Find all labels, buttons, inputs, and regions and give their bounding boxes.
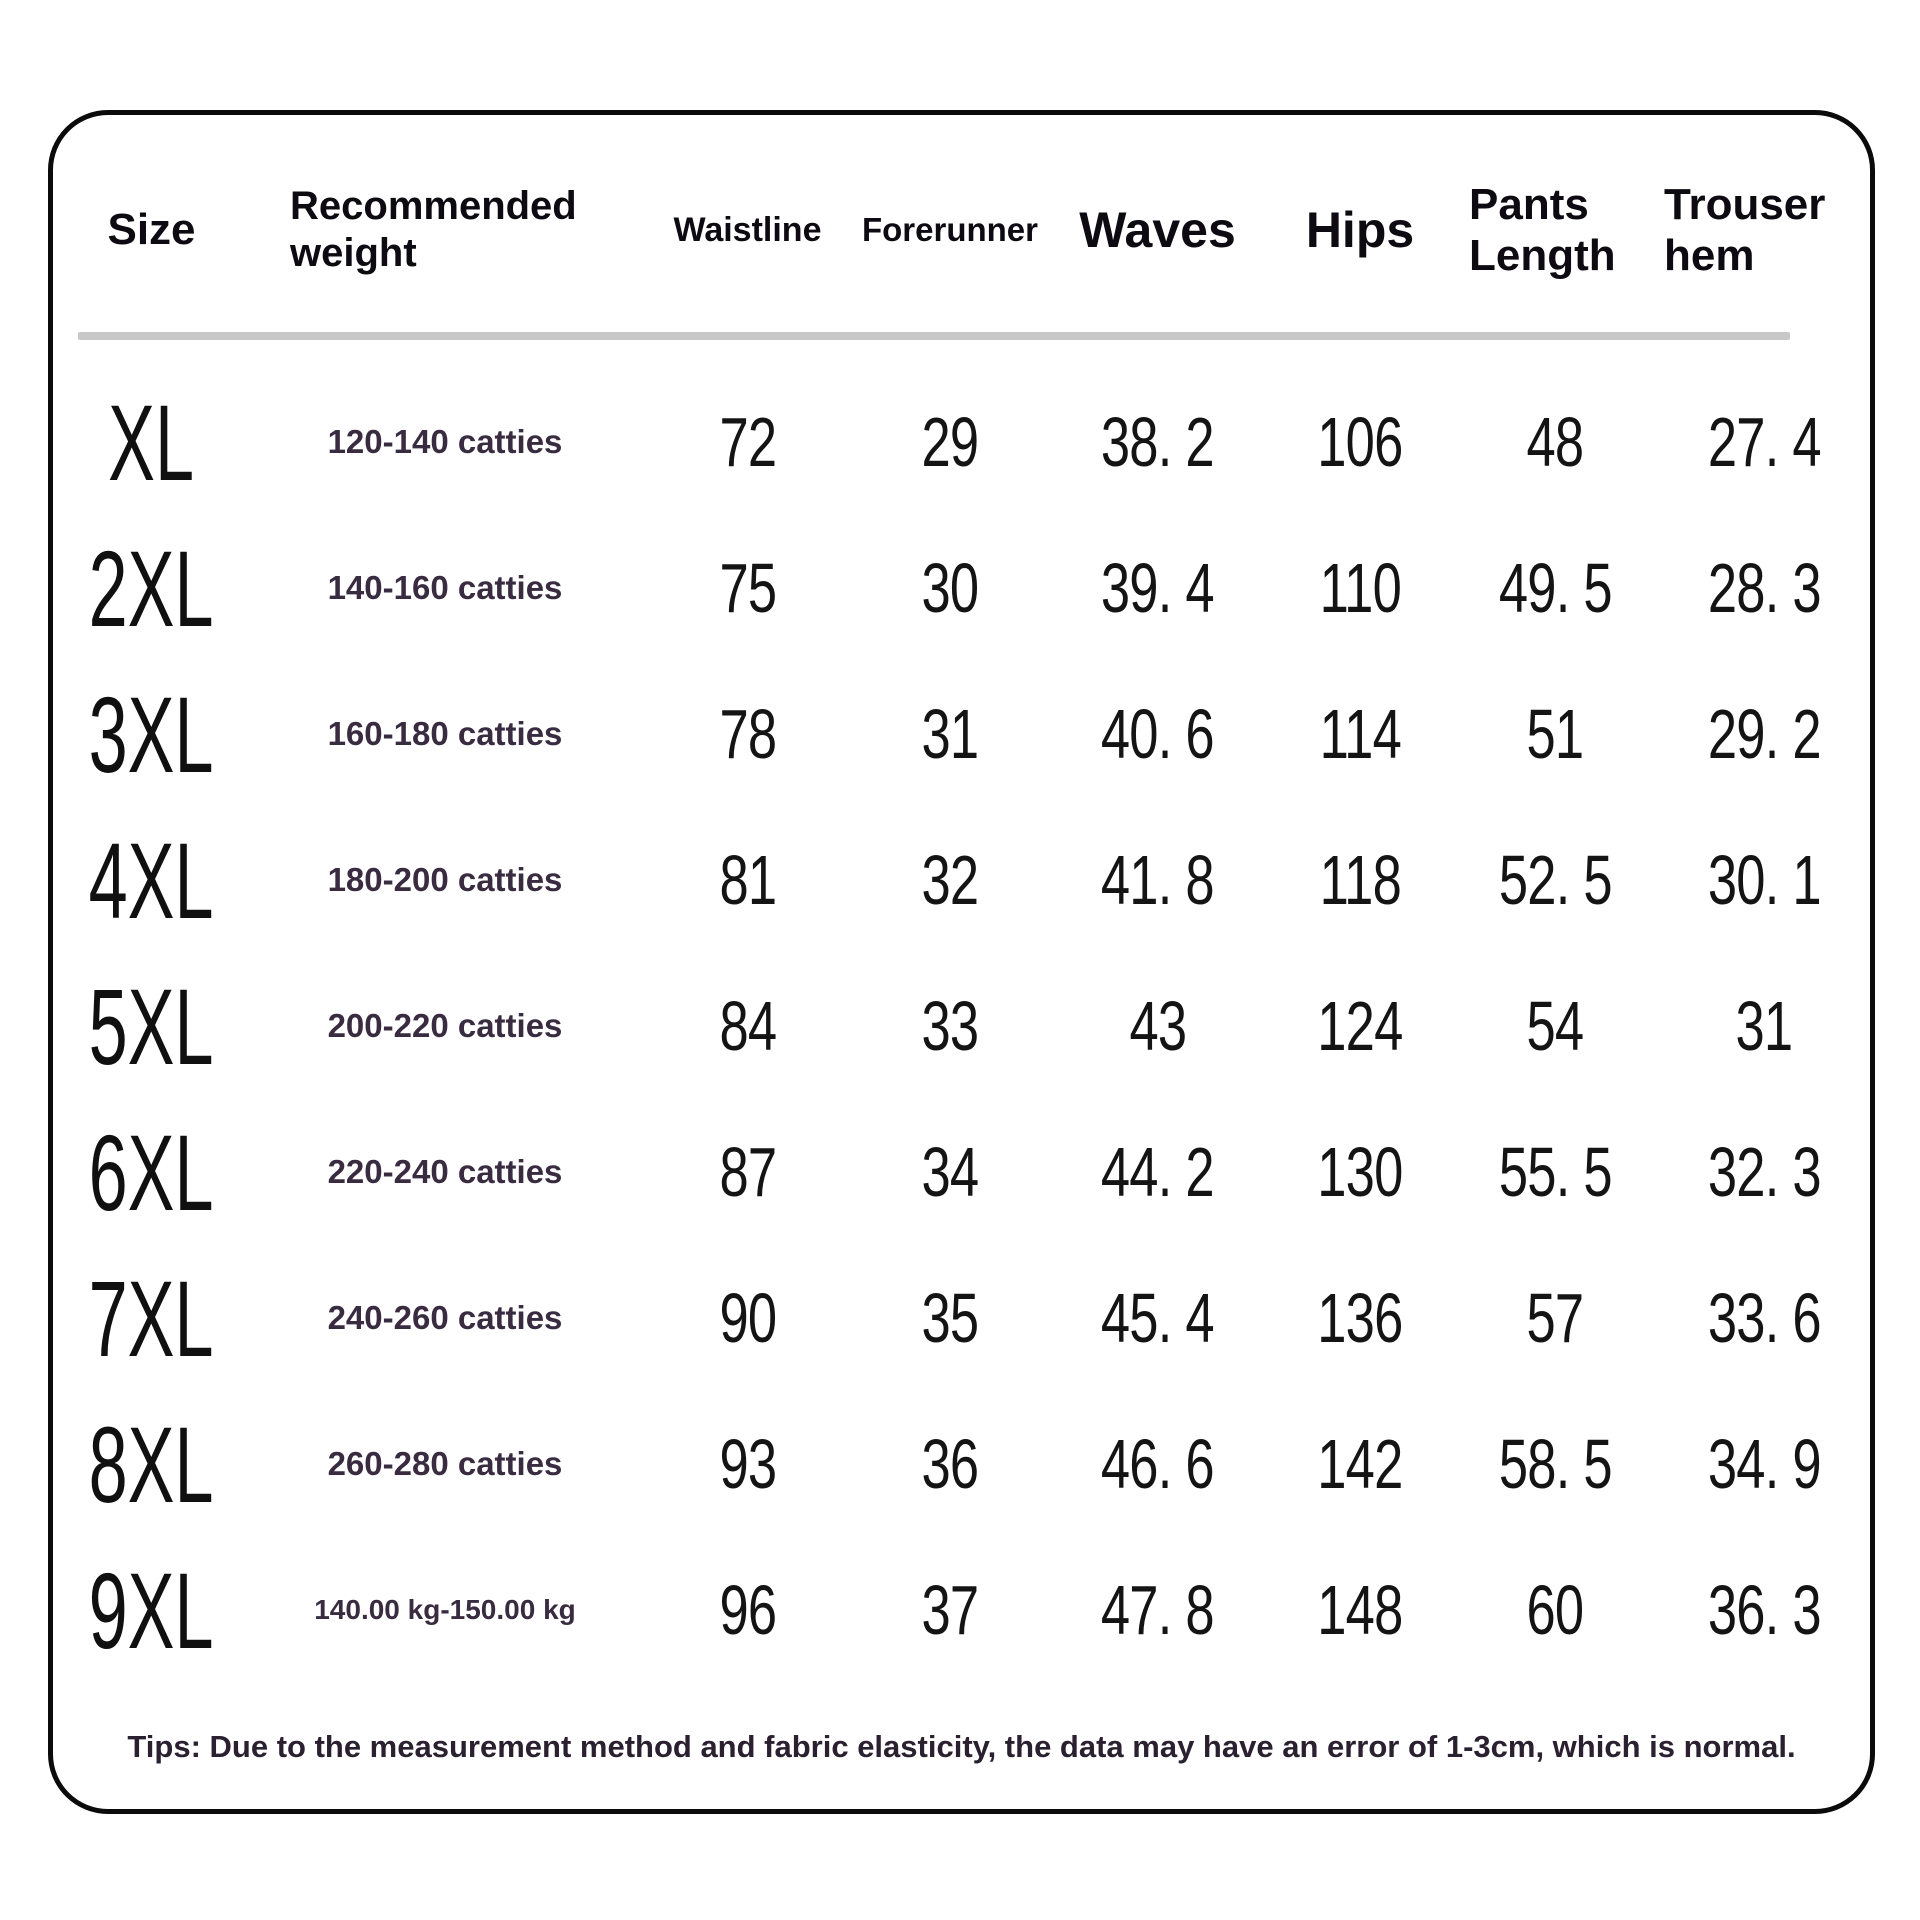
pants-length-value: 52. 5	[1498, 841, 1612, 919]
forerunner-value: 31	[921, 695, 979, 773]
waistline-value: 93	[719, 1425, 776, 1503]
cell-forerunner	[855, 840, 1045, 920]
hips-value: 106	[1317, 403, 1403, 481]
cell-size	[53, 672, 250, 797]
cell-waves	[1045, 1278, 1270, 1358]
waves-value: 43	[1129, 987, 1186, 1065]
column-header-waistline-label: Waistline	[673, 210, 822, 249]
cell-pants-length	[1450, 548, 1660, 628]
column-header-waves	[1045, 201, 1270, 259]
cell-waves	[1045, 1132, 1270, 1212]
trouser-hem-value: 32. 3	[1707, 1133, 1821, 1211]
column-header-waistline	[640, 211, 855, 250]
table-row	[53, 1099, 1870, 1245]
table-row	[53, 515, 1870, 661]
size-value: 6XL	[89, 1111, 214, 1233]
cell-forerunner	[855, 694, 1045, 774]
cell-waistline	[640, 1132, 855, 1212]
pants-length-value: 51	[1526, 695, 1584, 773]
cell-hips	[1270, 1570, 1450, 1650]
cell-trouser-hem	[1660, 1424, 1868, 1504]
waistline-value: 87	[719, 1133, 776, 1211]
hips-value: 110	[1319, 549, 1401, 627]
cell-waistline	[640, 402, 855, 482]
forerunner-value: 36	[921, 1425, 979, 1503]
cell-waves	[1045, 1570, 1270, 1650]
cell-trouser-hem	[1660, 986, 1868, 1066]
size-value: 8XL	[89, 1403, 214, 1525]
pants-length-value: 55. 5	[1498, 1133, 1612, 1211]
cell-pants-length	[1450, 1278, 1660, 1358]
column-header-size-label: Size	[107, 205, 196, 254]
cell-waistline	[640, 694, 855, 774]
trouser-hem-value: 28. 3	[1707, 549, 1821, 627]
column-header-waves-label: Waves	[1079, 202, 1236, 258]
size-value: 3XL	[89, 673, 214, 795]
waistline-value: 84	[719, 987, 776, 1065]
cell-waves	[1045, 1424, 1270, 1504]
trouser-hem-value: 30. 1	[1707, 841, 1821, 919]
cell-waistline	[640, 548, 855, 628]
cell-pants-length	[1450, 840, 1660, 920]
cell-size	[53, 1256, 250, 1381]
cell-waves	[1045, 694, 1270, 774]
cell-size	[53, 526, 250, 651]
cell-forerunner	[855, 986, 1045, 1066]
cell-trouser-hem	[1660, 1132, 1868, 1212]
hips-value: 136	[1317, 1279, 1403, 1357]
waves-value: 47. 8	[1100, 1571, 1215, 1649]
cell-forerunner	[855, 1132, 1045, 1212]
cell-hips	[1270, 840, 1450, 920]
column-header-hips-label: Hips	[1305, 202, 1415, 258]
cell-waistline	[640, 840, 855, 920]
cell-waistline	[640, 986, 855, 1066]
trouser-hem-value: 34. 9	[1707, 1425, 1821, 1503]
weight-value: 240-260 catties	[327, 1299, 563, 1336]
waves-value: 46. 6	[1100, 1425, 1215, 1503]
cell-pants-length	[1450, 986, 1660, 1066]
cell-waves	[1045, 402, 1270, 482]
hips-value: 114	[1319, 695, 1401, 773]
waves-value: 38. 2	[1100, 403, 1215, 481]
cell-waistline	[640, 1570, 855, 1650]
cell-waves	[1045, 548, 1270, 628]
pants-length-value: 57	[1526, 1279, 1584, 1357]
weight-value: 120-140 catties	[327, 423, 563, 460]
cell-pants-length	[1450, 402, 1660, 482]
column-header-recommended-weight	[250, 183, 640, 277]
cell-pants-length	[1450, 1424, 1660, 1504]
column-header-pants-length	[1450, 179, 1660, 281]
waistline-value: 75	[719, 549, 776, 627]
waistline-value: 81	[719, 841, 776, 919]
column-header-hips	[1270, 201, 1450, 259]
size-value: 7XL	[89, 1257, 214, 1379]
trouser-hem-value: 36. 3	[1707, 1571, 1821, 1649]
cell-forerunner	[855, 548, 1045, 628]
cell-size	[53, 1548, 250, 1673]
pants-length-value: 49. 5	[1498, 549, 1612, 627]
cell-size	[53, 380, 250, 505]
waves-value: 41. 8	[1100, 841, 1215, 919]
table-row	[53, 661, 1870, 807]
cell-size	[53, 1110, 250, 1235]
table-row	[53, 369, 1870, 515]
forerunner-value: 32	[921, 841, 979, 919]
waistline-value: 78	[719, 695, 776, 773]
cell-weight	[250, 1445, 640, 1483]
column-header-size	[53, 205, 250, 255]
cell-trouser-hem	[1660, 1278, 1868, 1358]
forerunner-value: 37	[921, 1571, 979, 1649]
size-value: XL	[108, 381, 195, 503]
pants-length-value: 60	[1526, 1571, 1584, 1649]
cell-weight	[250, 569, 640, 607]
table-row	[53, 1245, 1870, 1391]
cell-trouser-hem	[1660, 548, 1868, 628]
cell-pants-length	[1450, 1132, 1660, 1212]
cell-weight	[250, 715, 640, 753]
cell-weight	[250, 423, 640, 461]
cell-trouser-hem	[1660, 1570, 1868, 1650]
cell-waistline	[640, 1424, 855, 1504]
cell-weight	[250, 1007, 640, 1045]
cell-hips	[1270, 1424, 1450, 1504]
cell-weight	[250, 1594, 640, 1626]
table-body	[53, 369, 1870, 1683]
waistline-value: 72	[719, 403, 776, 481]
size-chart-card	[48, 110, 1875, 1814]
weight-value: 160-180 catties	[327, 715, 563, 752]
cell-weight	[250, 1153, 640, 1191]
waves-value: 44. 2	[1100, 1133, 1215, 1211]
waistline-value: 90	[719, 1279, 776, 1357]
hips-value: 118	[1319, 841, 1401, 919]
pants-length-value: 58. 5	[1498, 1425, 1612, 1503]
table-row	[53, 1537, 1870, 1683]
cell-weight	[250, 861, 640, 899]
pants-length-value: 54	[1526, 987, 1584, 1065]
cell-trouser-hem	[1660, 694, 1868, 774]
cell-size	[53, 964, 250, 1089]
cell-pants-length	[1450, 1570, 1660, 1650]
header-divider	[78, 332, 1790, 340]
table-row	[53, 1391, 1870, 1537]
cell-hips	[1270, 694, 1450, 774]
trouser-hem-value: 33. 6	[1707, 1279, 1821, 1357]
weight-value: 220-240 catties	[327, 1153, 563, 1190]
table-row	[53, 807, 1870, 953]
cell-hips	[1270, 1132, 1450, 1212]
weight-value: 260-280 catties	[327, 1445, 563, 1482]
cell-waistline	[640, 1278, 855, 1358]
hips-value: 148	[1317, 1571, 1403, 1649]
tip-note: Tips: Due to the measurement method and fabric elasticity, the data may have an error of 1-3cm, which is normal.	[127, 1729, 1796, 1764]
forerunner-value: 33	[921, 987, 979, 1065]
cell-size	[53, 818, 250, 943]
trouser-hem-value: 29. 2	[1707, 695, 1821, 773]
size-value: 5XL	[89, 965, 214, 1087]
cell-weight	[250, 1299, 640, 1337]
cell-forerunner	[855, 1278, 1045, 1358]
size-value: 9XL	[89, 1549, 214, 1671]
column-header-pants-length-label: Pants Length	[1469, 179, 1616, 280]
column-header-forerunner	[855, 211, 1045, 249]
cell-forerunner	[855, 402, 1045, 482]
weight-value: 140.00 kg-150.00 kg	[314, 1594, 576, 1625]
weight-value: 140-160 catties	[327, 569, 563, 606]
cell-waves	[1045, 840, 1270, 920]
hips-value: 130	[1317, 1133, 1403, 1211]
cell-trouser-hem	[1660, 402, 1868, 482]
cell-hips	[1270, 1278, 1450, 1358]
cell-forerunner	[855, 1570, 1045, 1650]
size-value: 4XL	[89, 819, 214, 941]
waves-value: 39. 4	[1100, 549, 1215, 627]
cell-waves	[1045, 986, 1270, 1066]
cell-size	[53, 1402, 250, 1527]
forerunner-value: 29	[921, 403, 979, 481]
waves-value: 45. 4	[1100, 1279, 1215, 1357]
column-header-trouser-hem-label: Trouser hem	[1664, 179, 1826, 280]
weight-value: 200-220 catties	[327, 1007, 563, 1044]
cell-hips	[1270, 986, 1450, 1066]
cell-trouser-hem	[1660, 840, 1868, 920]
column-header-recommended-weight-label: Recommended weight	[290, 183, 577, 275]
hips-value: 142	[1317, 1425, 1403, 1503]
hips-value: 124	[1317, 987, 1403, 1065]
column-header-trouser-hem	[1660, 179, 1868, 281]
table-row	[53, 953, 1870, 1099]
cell-forerunner	[855, 1424, 1045, 1504]
trouser-hem-value: 31	[1735, 987, 1793, 1065]
weight-value: 180-200 catties	[327, 861, 563, 898]
cell-pants-length	[1450, 694, 1660, 774]
forerunner-value: 34	[921, 1133, 979, 1211]
cell-hips	[1270, 548, 1450, 628]
trouser-hem-value: 27. 4	[1707, 403, 1821, 481]
waves-value: 40. 6	[1100, 695, 1215, 773]
table-header-row	[53, 115, 1870, 327]
waistline-value: 96	[719, 1571, 776, 1649]
pants-length-value: 48	[1526, 403, 1584, 481]
cell-hips	[1270, 402, 1450, 482]
size-value: 2XL	[89, 527, 214, 649]
forerunner-value: 30	[921, 549, 979, 627]
forerunner-value: 35	[921, 1279, 979, 1357]
column-header-forerunner-label: Forerunner	[861, 211, 1039, 248]
